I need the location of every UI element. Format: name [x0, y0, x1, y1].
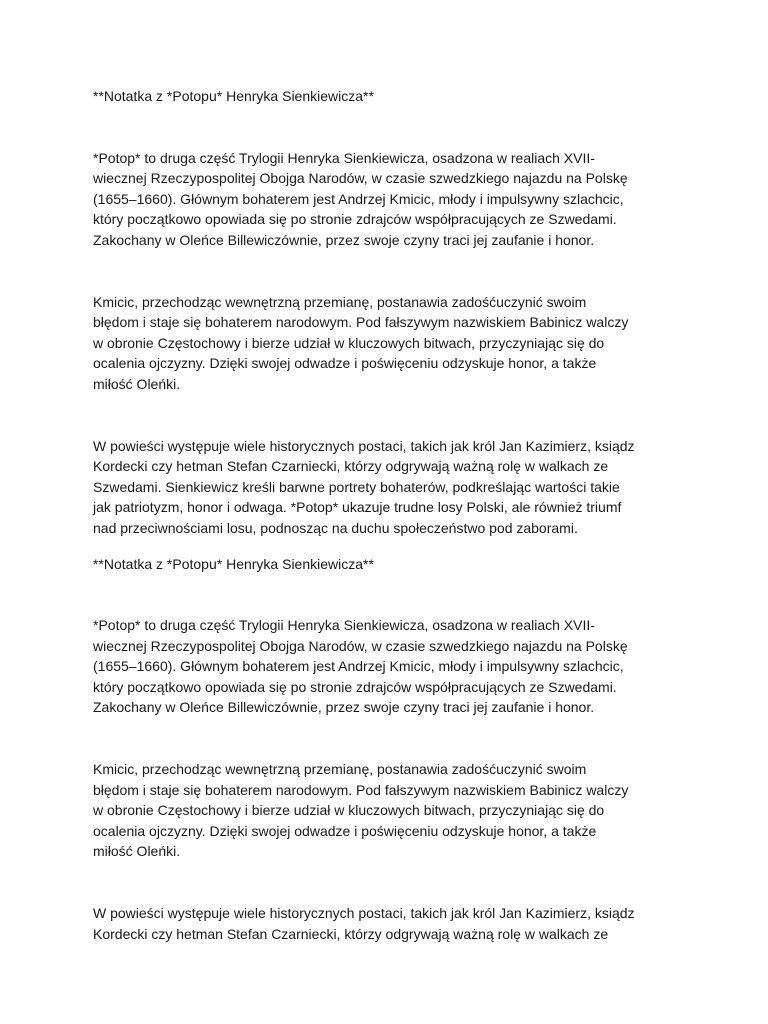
text-line: wiecznej Rzeczypospolitej Obojga Narodów, w czasie szwedzkiego najazdu na Polskę [93, 170, 628, 187]
text-line: miłość Oleńki. [93, 843, 181, 860]
text-line: Kordecki czy hetman Stefan Czarniecki, którzy odgrywają ważną rolę w walkach ze [93, 458, 609, 475]
text-line: błędom i staje się bohaterem narodowym. Pod fałszywym nazwiskiem Babinicz walczy [93, 314, 629, 331]
text-line: Zakochany w Oleńce Billewiczównie, przez swoje czyny traci jej zaufanie i honor. [93, 699, 595, 716]
paragraph-intro-repeat [93, 615, 693, 718]
text-line: W powieści występuje wiele historycznych postaci, takich jak król Jan Kazimierz, ksiądz [93, 437, 635, 454]
text-line: (1655–1660). Głównym bohaterem jest Andrzej Kmicic, młody i impulsywny szlachcic, [93, 658, 624, 675]
text-line: W powieści występuje wiele historycznych postaci, takich jak król Jan Kazimierz, ksiądz [93, 905, 635, 922]
text-line: jak patriotyzm, honor i odwaga. *Potop* ukazuje trudne losy Polski, ale również triumf [93, 499, 622, 516]
paragraph-history-repeat [93, 903, 693, 944]
text-line: który początkowo opowiada się po stronie zdrajców współpracujących ze Szwedami. [93, 678, 617, 695]
note-title-repeat [93, 554, 693, 575]
text-line: w obronie Częstochowy i bierze udział w kluczowych bitwach, przyczyniając się do [93, 802, 605, 819]
text-line: Kmicic, przechodząc wewnętrzną przemianę, postanawia zadośćuczynić swoim [93, 761, 587, 778]
text-line: *Potop* to druga część Trylogii Henryka Sienkiewicza, osadzona w realiach XVII- [93, 149, 595, 166]
text-line: **Notatka z *Potopu* Henryka Sienkiewicza** [93, 88, 374, 104]
text-line: Kordecki czy hetman Stefan Czarniecki, którzy odgrywają ważną rolę w walkach ze [93, 925, 609, 942]
text-line: w obronie Częstochowy i bierze udział w kluczowych bitwach, przyczyniając się do [93, 334, 605, 351]
paragraph-intro [93, 148, 693, 251]
paragraph-history [93, 436, 693, 539]
paragraph-kmicic [93, 292, 693, 395]
text-line: Kmicic, przechodząc wewnętrzną przemianę, postanawia zadośćuczynić swoim [93, 293, 587, 310]
text-line: **Notatka z *Potopu* Henryka Sienkiewicza** [93, 555, 374, 572]
text-line: ocalenia ojczyzny. Dzięki swojej odwadze i poświęceniu odzyskuje honor, a także [93, 822, 597, 839]
text-line: Zakochany w Oleńce Billewiczównie, przez swoje czyny traci jej zaufanie i honor. [93, 231, 595, 248]
text-line: (1655–1660). Głównym bohaterem jest Andrzej Kmicic, młody i impulsywny szlachcic, [93, 190, 624, 207]
text-line: który początkowo opowiada się po stronie zdrajców współpracujących ze Szwedami. [93, 211, 617, 228]
paragraph-kmicic-repeat [93, 759, 693, 862]
text-line: nad przeciwnościami losu, podnosząc na duchu społeczeństwo pod zaborami. [93, 519, 578, 536]
text-line: wiecznej Rzeczypospolitej Obojga Narodów, w czasie szwedzkiego najazdu na Polskę [93, 637, 628, 654]
text-line: *Potop* to druga część Trylogii Henryka Sienkiewicza, osadzona w realiach XVII- [93, 617, 595, 634]
text-line: błędom i staje się bohaterem narodowym. Pod fałszywym nazwiskiem Babinicz walczy [93, 781, 629, 798]
text-line: miłość Oleńki. [93, 375, 181, 392]
document-body [93, 86, 693, 944]
text-line: Szwedami. Sienkiewicz kreśli barwne portrety bohaterów, podkreślając wartości takie [93, 478, 620, 495]
text-line: ocalenia ojczyzny. Dzięki swojej odwadze i poświęceniu odzyskuje honor, a także [93, 355, 597, 372]
note-title [93, 86, 693, 107]
